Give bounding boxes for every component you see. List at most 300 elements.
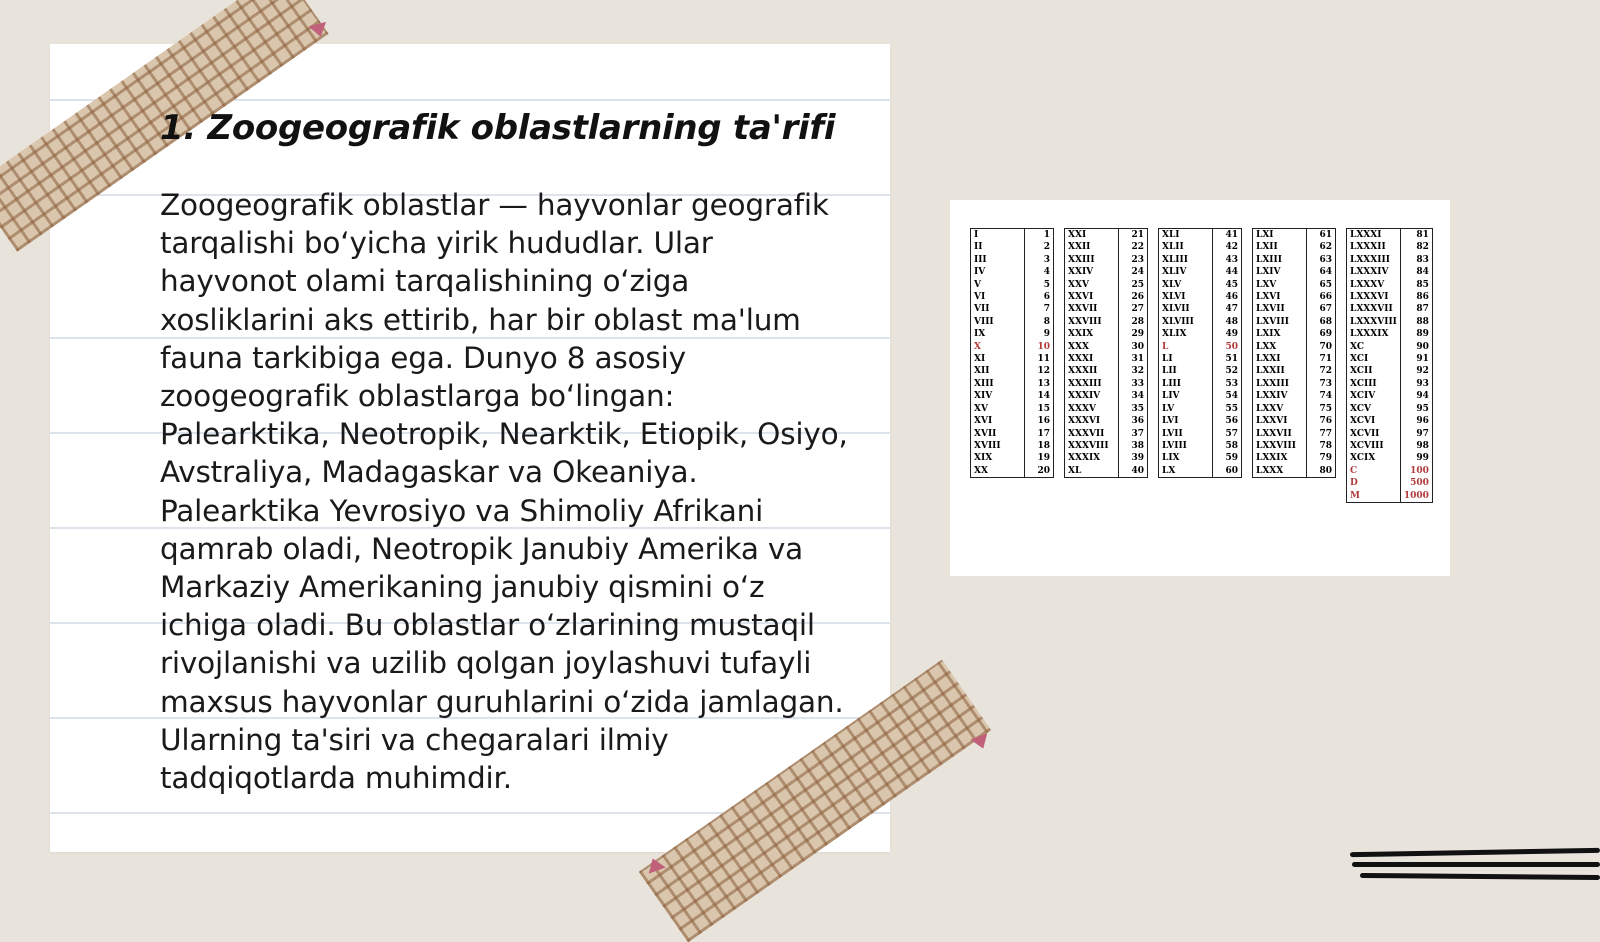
arabic-number-cell: 77 bbox=[1307, 428, 1336, 440]
roman-table-row bbox=[1159, 440, 1242, 452]
arabic-number-cell: 67 bbox=[1307, 303, 1336, 315]
arabic-number-cell: 15 bbox=[1025, 403, 1054, 415]
roman-numeral-cell: IX bbox=[974, 329, 986, 340]
roman-table-row bbox=[1159, 341, 1242, 353]
arabic-number-cell: 45 bbox=[1213, 279, 1242, 291]
roman-numeral-cell: LVIII bbox=[1162, 440, 1187, 451]
roman-numeral-cell: VII bbox=[974, 304, 990, 315]
roman-table-row bbox=[1159, 452, 1242, 464]
roman-numeral-cell: XXXVIII bbox=[1068, 440, 1109, 451]
arabic-number-cell: 55 bbox=[1213, 403, 1242, 415]
roman-table-row bbox=[971, 266, 1054, 278]
roman-numeral-cell: M bbox=[1350, 490, 1360, 501]
arabic-number-cell: 34 bbox=[1119, 390, 1148, 402]
arabic-number-cell: 31 bbox=[1119, 353, 1148, 365]
roman-numeral-cell: XCI bbox=[1350, 354, 1369, 365]
roman-table-row bbox=[1159, 279, 1242, 291]
roman-table-row bbox=[1065, 465, 1148, 478]
roman-numeral-cell: D bbox=[1350, 478, 1358, 489]
roman-numeral-cell: I bbox=[974, 230, 979, 240]
roman-numeral-cell: LXXI bbox=[1256, 354, 1281, 365]
roman-numeral-cell: LX bbox=[1162, 465, 1176, 476]
roman-numeral-cell: XXV bbox=[1068, 279, 1089, 290]
roman-numeral-cell: XLIV bbox=[1162, 267, 1187, 278]
arabic-number-cell: 89 bbox=[1400, 328, 1432, 340]
arabic-number-cell: 53 bbox=[1213, 378, 1242, 390]
roman-numeral-cell: XVI bbox=[974, 416, 993, 427]
roman-numeral-cell: L bbox=[1162, 341, 1169, 352]
decorative-lines bbox=[1350, 848, 1600, 888]
roman-table-row bbox=[1253, 254, 1336, 266]
roman-table-row bbox=[971, 279, 1054, 291]
roman-numeral-cell: XXXIII bbox=[1068, 378, 1102, 389]
roman-table-row bbox=[1253, 291, 1336, 303]
arabic-number-cell: 97 bbox=[1400, 428, 1432, 440]
roman-table-row bbox=[1347, 390, 1433, 402]
roman-table-row bbox=[1347, 403, 1433, 415]
roman-numeral-cell: XCV bbox=[1350, 403, 1371, 414]
roman-numeral-cell: XXX bbox=[1068, 341, 1089, 352]
arabic-number-cell: 66 bbox=[1307, 291, 1336, 303]
roman-table-row bbox=[1253, 279, 1336, 291]
roman-table-row bbox=[971, 452, 1054, 464]
arabic-number-cell: 75 bbox=[1307, 403, 1336, 415]
arabic-number-cell: 42 bbox=[1213, 241, 1242, 253]
arabic-number-cell: 61 bbox=[1307, 229, 1336, 242]
arabic-number-cell: 51 bbox=[1213, 353, 1242, 365]
roman-table-row bbox=[1065, 390, 1148, 402]
roman-numeral-cell: XLVII bbox=[1162, 304, 1190, 315]
roman-numeral-cell: LXXXIX bbox=[1350, 329, 1389, 340]
roman-numeral-cell: XCVII bbox=[1350, 428, 1380, 439]
roman-table-row bbox=[1065, 440, 1148, 452]
arabic-number-cell: 12 bbox=[1025, 365, 1054, 377]
roman-table-row bbox=[971, 440, 1054, 452]
roman-numeral-cell: XVIII bbox=[974, 440, 1001, 451]
roman-table-row bbox=[971, 241, 1054, 253]
roman-numeral-table-image bbox=[950, 200, 1450, 576]
arabic-number-cell: 1 bbox=[1025, 229, 1054, 242]
roman-numeral-cell: VIII bbox=[974, 316, 994, 327]
roman-table-row bbox=[1347, 415, 1433, 427]
roman-table-row bbox=[1159, 266, 1242, 278]
roman-table-row bbox=[1253, 241, 1336, 253]
roman-table-row bbox=[1347, 365, 1433, 377]
roman-numeral-cell: LXXIII bbox=[1256, 378, 1289, 389]
roman-numeral-cell: X bbox=[974, 341, 981, 352]
arabic-number-cell: 9 bbox=[1025, 328, 1054, 340]
roman-table-column-4 bbox=[1252, 228, 1336, 478]
roman-table-row bbox=[1159, 353, 1242, 365]
roman-table-column-2 bbox=[1064, 228, 1148, 478]
roman-numeral-cell: LIV bbox=[1162, 391, 1180, 402]
roman-numeral-cell: XXXIX bbox=[1068, 453, 1101, 464]
roman-numeral-cell: LXIV bbox=[1256, 267, 1281, 278]
roman-table-row bbox=[1065, 403, 1148, 415]
roman-table-row bbox=[1065, 254, 1148, 266]
roman-numeral-cell: XIV bbox=[974, 391, 993, 402]
roman-table-column-5 bbox=[1346, 228, 1433, 503]
roman-table-row bbox=[1065, 452, 1148, 464]
roman-numeral-cell: XXXII bbox=[1068, 366, 1098, 377]
slide-title: 1. Zoogeografik oblastlarning ta'rifi bbox=[160, 108, 836, 148]
roman-numeral-cell: XXXI bbox=[1068, 354, 1094, 365]
roman-table-row bbox=[1347, 241, 1433, 253]
roman-numeral-cell: VI bbox=[974, 292, 986, 303]
roman-numeral-cell: XLVI bbox=[1162, 292, 1186, 303]
arabic-number-cell: 87 bbox=[1400, 303, 1432, 315]
arabic-number-cell: 46 bbox=[1213, 291, 1242, 303]
roman-table-row bbox=[1253, 403, 1336, 415]
arabic-number-cell: 86 bbox=[1400, 291, 1432, 303]
arabic-number-cell: 40 bbox=[1119, 465, 1148, 478]
arabic-number-cell: 95 bbox=[1400, 403, 1432, 415]
roman-table-row bbox=[1159, 365, 1242, 377]
roman-numeral-cell: LXXIV bbox=[1256, 391, 1288, 402]
roman-table-row bbox=[1065, 378, 1148, 390]
arabic-number-cell: 11 bbox=[1025, 353, 1054, 365]
roman-numeral-cell: LXII bbox=[1256, 242, 1278, 253]
roman-table-row bbox=[1065, 341, 1148, 353]
arabic-number-cell: 48 bbox=[1213, 316, 1242, 328]
roman-table-row bbox=[1065, 291, 1148, 303]
arabic-number-cell: 91 bbox=[1400, 353, 1432, 365]
roman-numeral-cell: LXIII bbox=[1256, 254, 1282, 265]
arabic-number-cell: 54 bbox=[1213, 390, 1242, 402]
roman-numeral-cell: LXXV bbox=[1256, 403, 1284, 414]
roman-numeral-cell: LXXXI bbox=[1350, 230, 1382, 240]
roman-table-row bbox=[1253, 415, 1336, 427]
roman-numeral-cell: XXI bbox=[1068, 230, 1087, 240]
roman-numeral-cell: XLV bbox=[1162, 279, 1182, 290]
roman-numeral-cell: XXXV bbox=[1068, 403, 1096, 414]
roman-numeral-cell: XX bbox=[974, 465, 988, 476]
arabic-number-cell: 35 bbox=[1119, 403, 1148, 415]
arabic-number-cell: 79 bbox=[1307, 452, 1336, 464]
roman-numeral-cell: LI bbox=[1162, 354, 1173, 365]
arabic-number-cell: 58 bbox=[1213, 440, 1242, 452]
roman-numeral-cell: LXXXII bbox=[1350, 242, 1386, 253]
roman-numeral-cell: LXXXVIII bbox=[1350, 316, 1397, 327]
arabic-number-cell: 32 bbox=[1119, 365, 1148, 377]
roman-table-row bbox=[1159, 316, 1242, 328]
roman-table-row bbox=[1347, 490, 1433, 503]
roman-table-row bbox=[1253, 428, 1336, 440]
roman-table-row bbox=[1065, 415, 1148, 427]
arabic-number-cell: 96 bbox=[1400, 415, 1432, 427]
roman-table-row bbox=[1065, 229, 1148, 242]
arabic-number-cell: 59 bbox=[1213, 452, 1242, 464]
arabic-number-cell: 81 bbox=[1400, 229, 1432, 242]
arabic-number-cell: 20 bbox=[1025, 465, 1054, 478]
arabic-number-cell: 99 bbox=[1400, 452, 1432, 464]
arabic-number-cell: 64 bbox=[1307, 266, 1336, 278]
arabic-number-cell: 92 bbox=[1400, 365, 1432, 377]
roman-table-row bbox=[971, 341, 1054, 353]
roman-numeral-cell: XXVI bbox=[1068, 292, 1094, 303]
roman-table-row bbox=[971, 291, 1054, 303]
roman-numeral-cell: XIX bbox=[974, 453, 993, 464]
roman-table-row bbox=[1159, 378, 1242, 390]
arabic-number-cell: 24 bbox=[1119, 266, 1148, 278]
roman-numeral-cell: XXXIV bbox=[1068, 391, 1101, 402]
arabic-number-cell: 14 bbox=[1025, 390, 1054, 402]
roman-numeral-cell: XI bbox=[974, 354, 986, 365]
arabic-number-cell: 90 bbox=[1400, 341, 1432, 353]
roman-numeral-cell: XCIII bbox=[1350, 378, 1377, 389]
roman-table-column-3 bbox=[1158, 228, 1242, 478]
roman-numeral-cell: XL bbox=[1068, 465, 1082, 476]
roman-numeral-cell: V bbox=[974, 279, 981, 290]
arabic-number-cell: 83 bbox=[1400, 254, 1432, 266]
arabic-number-cell: 71 bbox=[1307, 353, 1336, 365]
arabic-number-cell: 60 bbox=[1213, 465, 1242, 478]
roman-table-row bbox=[1159, 465, 1242, 478]
roman-numeral-cell: LXXXVII bbox=[1350, 304, 1393, 315]
arabic-number-cell: 6 bbox=[1025, 291, 1054, 303]
roman-numeral-cell: XIII bbox=[974, 378, 994, 389]
arabic-number-cell: 22 bbox=[1119, 241, 1148, 253]
arabic-number-cell: 4 bbox=[1025, 266, 1054, 278]
roman-numeral-cell: XC bbox=[1350, 341, 1364, 352]
roman-table-row bbox=[1347, 353, 1433, 365]
arabic-number-cell: 98 bbox=[1400, 440, 1432, 452]
arabic-number-cell: 41 bbox=[1213, 229, 1242, 242]
arabic-number-cell: 17 bbox=[1025, 428, 1054, 440]
roman-numeral-cell: LXI bbox=[1256, 230, 1274, 240]
roman-table-row bbox=[1347, 328, 1433, 340]
roman-table-row bbox=[1159, 403, 1242, 415]
arabic-number-cell: 82 bbox=[1400, 241, 1432, 253]
roman-numeral-cell: XXXVII bbox=[1068, 428, 1105, 439]
roman-table-row bbox=[1159, 390, 1242, 402]
arabic-number-cell: 69 bbox=[1307, 328, 1336, 340]
roman-numeral-cell: LII bbox=[1162, 366, 1177, 377]
roman-numeral-cell: LVII bbox=[1162, 428, 1183, 439]
roman-table-row bbox=[1065, 365, 1148, 377]
arabic-number-cell: 57 bbox=[1213, 428, 1242, 440]
roman-table-row bbox=[1347, 316, 1433, 328]
roman-table-row bbox=[971, 254, 1054, 266]
roman-table-row bbox=[1159, 241, 1242, 253]
arabic-number-cell: 1000 bbox=[1400, 490, 1432, 503]
arabic-number-cell: 78 bbox=[1307, 440, 1336, 452]
roman-numeral-cell: LVI bbox=[1162, 416, 1179, 427]
roman-table-row bbox=[1347, 452, 1433, 464]
arabic-number-cell: 23 bbox=[1119, 254, 1148, 266]
roman-table-row bbox=[971, 403, 1054, 415]
roman-table-row bbox=[1347, 303, 1433, 315]
roman-numeral-cell: LXX bbox=[1256, 341, 1277, 352]
arabic-number-cell: 5 bbox=[1025, 279, 1054, 291]
roman-numeral-cell: XLI bbox=[1162, 230, 1180, 240]
roman-table-row bbox=[971, 316, 1054, 328]
roman-table-row bbox=[971, 465, 1054, 478]
roman-table-row bbox=[1253, 303, 1336, 315]
arabic-number-cell: 3 bbox=[1025, 254, 1054, 266]
arabic-number-cell: 62 bbox=[1307, 241, 1336, 253]
arabic-number-cell: 68 bbox=[1307, 316, 1336, 328]
arabic-number-cell: 76 bbox=[1307, 415, 1336, 427]
arabic-number-cell: 44 bbox=[1213, 266, 1242, 278]
roman-numeral-cell: XXIV bbox=[1068, 267, 1094, 278]
roman-numeral-cell: XLII bbox=[1162, 242, 1184, 253]
roman-numeral-cell: IV bbox=[974, 267, 986, 278]
roman-numeral-cell: XLVIII bbox=[1162, 316, 1194, 327]
roman-table-row bbox=[971, 328, 1054, 340]
arabic-number-cell: 27 bbox=[1119, 303, 1148, 315]
roman-numeral-cell: LXIX bbox=[1256, 329, 1281, 340]
roman-table-row bbox=[1065, 428, 1148, 440]
arabic-number-cell: 56 bbox=[1213, 415, 1242, 427]
roman-table-row bbox=[1347, 279, 1433, 291]
arabic-number-cell: 30 bbox=[1119, 341, 1148, 353]
arabic-number-cell: 36 bbox=[1119, 415, 1148, 427]
roman-numeral-cell: XCVIII bbox=[1350, 440, 1384, 451]
roman-numeral-cell: LXXII bbox=[1256, 366, 1285, 377]
roman-table-row bbox=[1159, 303, 1242, 315]
roman-numeral-cell: XVII bbox=[974, 428, 997, 439]
arabic-number-cell: 13 bbox=[1025, 378, 1054, 390]
roman-table-row bbox=[1253, 229, 1336, 242]
roman-table-row bbox=[1159, 229, 1242, 242]
roman-numeral-cell: LXVII bbox=[1256, 304, 1285, 315]
roman-numeral-cell: LXVI bbox=[1256, 292, 1281, 303]
roman-table-row bbox=[1253, 316, 1336, 328]
arabic-number-cell: 70 bbox=[1307, 341, 1336, 353]
roman-table-row bbox=[1159, 328, 1242, 340]
roman-table-row bbox=[1253, 440, 1336, 452]
arabic-number-cell: 80 bbox=[1307, 465, 1336, 478]
roman-table-row bbox=[1253, 353, 1336, 365]
arabic-number-cell: 10 bbox=[1025, 341, 1054, 353]
roman-numeral-cell: XXVII bbox=[1068, 304, 1098, 315]
roman-table-row bbox=[971, 229, 1054, 242]
arabic-number-cell: 50 bbox=[1213, 341, 1242, 353]
roman-table-row bbox=[1253, 378, 1336, 390]
roman-table-row bbox=[1347, 440, 1433, 452]
roman-table-row bbox=[1347, 291, 1433, 303]
roman-table-row bbox=[1253, 365, 1336, 377]
roman-numeral-cell: LXXVII bbox=[1256, 428, 1292, 439]
arabic-number-cell: 47 bbox=[1213, 303, 1242, 315]
roman-table-row bbox=[1065, 328, 1148, 340]
roman-numeral-cell: LXXXV bbox=[1350, 279, 1385, 290]
roman-numeral-cell: LXXXIII bbox=[1350, 254, 1390, 265]
roman-table-row bbox=[1159, 415, 1242, 427]
roman-table-row bbox=[1347, 465, 1433, 477]
arabic-number-cell: 25 bbox=[1119, 279, 1148, 291]
roman-numeral-cell: XCII bbox=[1350, 366, 1373, 377]
roman-numeral-cell: LXXVI bbox=[1256, 416, 1288, 427]
arabic-number-cell: 37 bbox=[1119, 428, 1148, 440]
roman-table-row bbox=[1065, 316, 1148, 328]
slide-body-text: Zoogeografik oblastlar — hayvonlar geografik tarqalishi bo‘yicha yirik hududlar. Ular hayvonot olami tarqalishining o‘ziga xosliklarini aks ettirib, har bir oblast ma'lum fauna tarkibiga ega. Dunyo 8 asosiy zoogeografik oblastlarga bo‘lingan: Palearktika, Neotropik, Nearktik, Etiopik, Osiyo, Avstraliya, Madagaskar va Okeaniya. Palearktika Yevrosiyo va Shimoliy Afrikani qamrab oladi, Neotropik Janubiy Amerika va Markaziy Amerikaning janubiy qismini o‘z ichiga oladi. Bu oblastlar o‘zlarining mustaqil rivojlanishi va uzilib qolgan joylashuvi tufayli maxsus hayvonlar guruhlarini o‘zida jamlagan. Ularning ta'siri va chegaralari ilmiy tadqiqotlarda muhimdir. bbox=[160, 188, 848, 796]
arabic-number-cell: 65 bbox=[1307, 279, 1336, 291]
roman-numeral-cell: XCVI bbox=[1350, 416, 1376, 427]
roman-table-row bbox=[1347, 266, 1433, 278]
roman-numeral-cell: XLIII bbox=[1162, 254, 1188, 265]
arabic-number-cell: 21 bbox=[1119, 229, 1148, 242]
roman-numeral-cell: LXV bbox=[1256, 279, 1277, 290]
arabic-number-cell: 500 bbox=[1400, 477, 1432, 489]
arabic-number-cell: 7 bbox=[1025, 303, 1054, 315]
roman-table-column-1 bbox=[970, 228, 1054, 478]
roman-table-row bbox=[1065, 303, 1148, 315]
roman-numeral-cell: LXXXVI bbox=[1350, 292, 1389, 303]
roman-table-row bbox=[1347, 378, 1433, 390]
roman-table-row bbox=[1065, 279, 1148, 291]
roman-table-row bbox=[1065, 353, 1148, 365]
roman-table-row bbox=[971, 365, 1054, 377]
roman-table-row bbox=[971, 428, 1054, 440]
arabic-number-cell: 49 bbox=[1213, 328, 1242, 340]
roman-numeral-cell: LXXVIII bbox=[1256, 440, 1296, 451]
roman-numeral-cell: XII bbox=[974, 366, 990, 377]
roman-table-row bbox=[971, 390, 1054, 402]
roman-numeral-cell: XXII bbox=[1068, 242, 1091, 253]
roman-numeral-cell: LXXXIV bbox=[1350, 267, 1389, 278]
arabic-number-cell: 43 bbox=[1213, 254, 1242, 266]
roman-table-row bbox=[971, 378, 1054, 390]
arabic-number-cell: 19 bbox=[1025, 452, 1054, 464]
arabic-number-cell: 84 bbox=[1400, 266, 1432, 278]
roman-numeral-cell: LXXIX bbox=[1256, 453, 1288, 464]
roman-numeral-cell: II bbox=[974, 242, 983, 253]
arabic-number-cell: 88 bbox=[1400, 316, 1432, 328]
roman-table-row bbox=[1253, 341, 1336, 353]
roman-table-row bbox=[1347, 428, 1433, 440]
roman-numeral-cell: XXVIII bbox=[1068, 316, 1102, 327]
arabic-number-cell: 8 bbox=[1025, 316, 1054, 328]
roman-numeral-cell: XLIX bbox=[1162, 329, 1187, 340]
arabic-number-cell: 94 bbox=[1400, 390, 1432, 402]
arabic-number-cell: 73 bbox=[1307, 378, 1336, 390]
arabic-number-cell: 29 bbox=[1119, 328, 1148, 340]
arabic-number-cell: 38 bbox=[1119, 440, 1148, 452]
roman-table-row bbox=[1347, 229, 1433, 242]
roman-numeral-cell: LV bbox=[1162, 403, 1175, 414]
arabic-number-cell: 93 bbox=[1400, 378, 1432, 390]
arabic-number-cell: 33 bbox=[1119, 378, 1148, 390]
roman-numeral-cell: LIX bbox=[1162, 453, 1180, 464]
roman-table-row bbox=[1347, 477, 1433, 489]
roman-table-row bbox=[1159, 428, 1242, 440]
arabic-number-cell: 74 bbox=[1307, 390, 1336, 402]
roman-numeral-cell: XXIII bbox=[1068, 254, 1095, 265]
roman-numeral-cell: XV bbox=[974, 403, 988, 414]
roman-table-row bbox=[1065, 266, 1148, 278]
roman-table-row bbox=[1159, 254, 1242, 266]
roman-table-row bbox=[1347, 254, 1433, 266]
roman-table-row bbox=[1253, 390, 1336, 402]
arabic-number-cell: 100 bbox=[1400, 465, 1432, 477]
arabic-number-cell: 26 bbox=[1119, 291, 1148, 303]
roman-table-row bbox=[1347, 341, 1433, 353]
roman-numeral-cell: XXIX bbox=[1068, 329, 1094, 340]
pin-icon bbox=[309, 22, 330, 39]
roman-table-row bbox=[1253, 452, 1336, 464]
roman-table-row bbox=[1253, 465, 1336, 478]
arabic-number-cell: 28 bbox=[1119, 316, 1148, 328]
arabic-number-cell: 39 bbox=[1119, 452, 1148, 464]
roman-table-row bbox=[971, 353, 1054, 365]
roman-table-row bbox=[971, 303, 1054, 315]
arabic-number-cell: 72 bbox=[1307, 365, 1336, 377]
arabic-number-cell: 85 bbox=[1400, 279, 1432, 291]
arabic-number-cell: 52 bbox=[1213, 365, 1242, 377]
roman-numeral-cell: LIII bbox=[1162, 378, 1181, 389]
